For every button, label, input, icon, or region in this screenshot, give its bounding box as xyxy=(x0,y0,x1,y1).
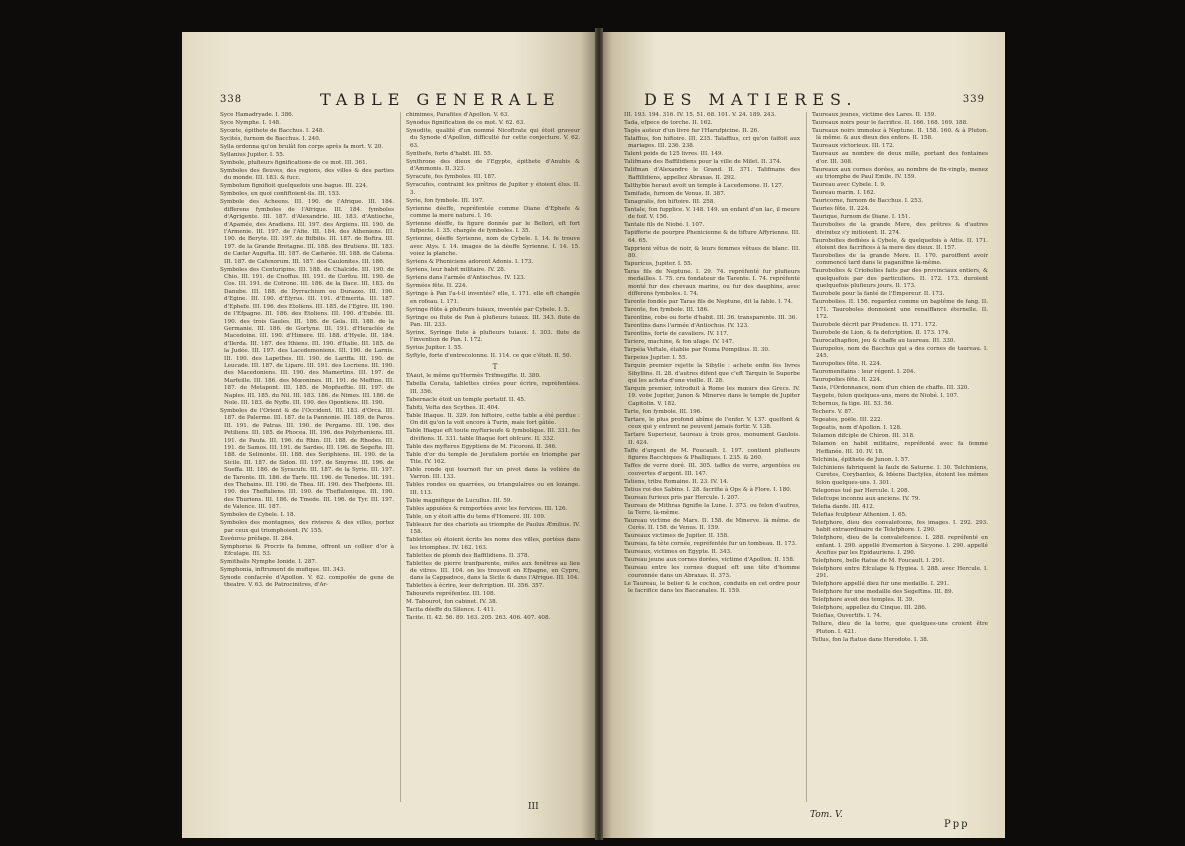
index-entry: Taureaux, victimes en Egypte. II. 343. xyxy=(624,549,732,556)
index-entry: Tarentins, forte de cavaliers. IV. 117. xyxy=(624,331,729,338)
index-entry: Telefias fculpteur Athenien. I. 65. xyxy=(812,511,907,518)
index-entry: chimimes, Parafites d'Apollon. V. 63. xyxy=(406,112,510,118)
index-entry: Tablettes de pierre tranfparente, mifes aux fenêtres au lieu de vitres. III. 104. on les trouvoit en Efpagne, en Cypre, dans la Cappadoce, dans la Sicile & dans l'Afrique. III. 104. xyxy=(406,560,580,582)
index-entry: Tarente fondée par Taras fils de Neptune, dit la fable. I. 74. xyxy=(624,299,793,306)
index-entry: M. Tabourot, fon cabinet. IV. 38. xyxy=(406,599,498,606)
index-entry: Syriens, leur habit militaire. IV. 28. xyxy=(406,267,506,274)
index-entry: Tegeatis, nom d'Apollon. I. 128. xyxy=(812,425,902,432)
index-entry: Tartare Superieur, taureau à trois gros, monument Gaulois. II. 424. xyxy=(624,432,800,446)
index-entry: Techers. V. 87. xyxy=(812,409,854,416)
index-entry: Tarpeius Jupiter. I. 55. xyxy=(624,355,688,362)
book-spread xyxy=(182,14,1020,840)
index-entry: Syrienne déeffe, repréfentée comme Diane d'Ephefe & comme la mere nature. I. 16. xyxy=(406,205,580,220)
index-entry: Taureaux noirs immolez à Neptune. II. 158. 160. & à Pluton. là même. & aux dieux des enfers. II. 158. xyxy=(812,128,988,142)
index-entry: Symboles de l'Orient & de l'Occident. III. 183. d'Orca. III. 187. de Palerme. III. 187. de la Pannonie. III. 189. de Paros. III. 191. de Patras. III. 190. de Pergame. III. 196. des Petiliens. III. 185. de Phocea. III. 196. des Polyrheniens. III. 191. de Paufa. III. 196. du Rhin. III. 188. de Rhodes. III. 191. de Samos. III. 191. de Sardes. III. 196. de Segefte. III. 188. de Selinonte. III. 188. des Seriphiens. III. 190. de la Sicile. III. 187. de Sidon. III. 197. de Smyrne. III. 196. de Sueffa. III. 186. de Syracufe. III. 187. de la Syrie. III. 197. de Tarente. III. 186. de Tarfe. III. 196. de Tenedos. III. 191. des Thebains. III. 190. de Thea. III. 190. des Thefpiens. III. 190. des Theffaliens. III. 190. de Theffalonique. III. 190. des Thuriens. III. 186. de Tmede. III. 196. de Tyr. III. 197. de Valence. III. 187. xyxy=(220,407,394,511)
index-entry: Symithalis Nymphe Ionide. I. 287. xyxy=(220,559,317,566)
index-entry: Symbolum fignifioit quelquefois une bague. III. 224. xyxy=(220,183,368,190)
index-entry: Taurobolies de la grande Mere. II. 170. paroiffent avoir commencé tard dans le paganifme là-même. xyxy=(812,253,988,267)
index-entry: Tables rondes ou quarrées, ou triangulaires ou en lozange. III. 113. xyxy=(406,482,580,496)
left-page-header xyxy=(220,90,587,109)
index-entry: Symboles de Cybele. I. 18. xyxy=(220,512,296,519)
index-entry: Taureaux noirs pour le facrifice. II. 166. 168. 169. 188. xyxy=(812,120,968,126)
column-rule xyxy=(806,112,807,802)
left-page xyxy=(182,32,597,838)
index-entry: Telchinia, épithete de Junon. I. 57. xyxy=(812,456,910,463)
index-entry: Symphonia, inftrument de mufique. III. 343. xyxy=(220,567,346,574)
index-entry: Taurocathapfion, jeu & chaffe au taureau. III. 330. xyxy=(812,338,956,345)
index-entry: Table Ifiaque eft toute myfterieufe & fymbolique. III. 331. fes divifions. II. 331. table Ifiaque fort obfcure. II. 332. xyxy=(406,428,580,442)
index-entry: Tatiens, tribu Romaine. II. 23. IV. 14. xyxy=(624,478,729,485)
index-entry: Syce Nymphe. I. 148. xyxy=(220,120,281,126)
index-entry: Tatius roi des Sabins. I. 28. facrifie à Ops & à Flore. I. 180. xyxy=(624,486,792,493)
index-entry: Tamifade, furnom de Venus. II. 387. xyxy=(624,190,726,197)
index-entry: Taurobole pour la fanté de l'Empereur. II. 173. xyxy=(812,291,945,298)
index-entry: Synthrone des dieux de l'Egypte, épithete d'Anubis & d'Ammonis. II. 323. xyxy=(406,158,580,173)
index-entry: Tarentins dans l'armée d'Antiochus. IV. 123. xyxy=(624,323,749,330)
volume-label: Tom. V. xyxy=(810,810,843,820)
index-entry: Taureau jeune aux cornes dorées, victime d'Apollon. II. 158. xyxy=(624,557,795,564)
index-entry: Taureaux victimes de Jupiter. II. 158. xyxy=(624,533,729,540)
book-gutter xyxy=(595,28,603,840)
index-entry: Taureau victime de Mars. II. 158. de Minerve. là même. de Cerès. II. 158. de Venus. II. 159. xyxy=(624,517,800,532)
index-entry: Syringe ou flute de Pan à plufieurs tuiaux. III. 343. flute de Pan. III. 233. xyxy=(406,314,580,329)
index-entry: Le Taureau, le belier & le cochon, conduits en cet ordre pour le facrifice dans les Baccanales. II. 159. xyxy=(624,580,800,595)
index-entry: Taurobole décrit par Prudence. II. 171. 172. xyxy=(812,322,938,329)
index-entry: Syllanius Jupiter. I. 55. xyxy=(220,152,285,158)
index-entry: Telefphore entre Efculape & Hygiea. I. 288. avec Hercule. I. 291. xyxy=(812,565,988,580)
index-entry: Taras fils de Neptune. I. 29. 74. repréfenté fur plufieurs medailles. I. 75. cru fondateur de Tarente. I. 74. repréfenté monté fur des chevaux marins, ou fur des dauphins, avec differens fymboles. I. 74. xyxy=(624,269,800,298)
signature-mark: Ppp xyxy=(944,819,970,830)
index-entry: Taurobolies dediées à Cybele, & quelquefois à Attis. II. 171. étoient des facrifices à la mere des dieux. II. 157. xyxy=(812,237,988,252)
index-entry: Sycités, furnom de Bacchus. I. 240. xyxy=(220,136,321,142)
index-entry: III. 193. 194. 316. IV. 15. 51. 68. 101. V. 24. 189. 243. xyxy=(624,112,776,118)
index-entry: Taurique, furnom de Diane. I. 151. xyxy=(812,214,911,221)
catchword: III xyxy=(528,802,539,812)
index-entry: Telefphore, dieu de la convalefcence. I. 288. repréfenté en enfant. I. 290. appellé Evemerion à Sicyone. I. 290. appellé Acefius par les Epidauriens. I. 290. xyxy=(812,535,988,556)
index-entry: Symboles des montagnes, des rivieres & des villes, portez par ceux qui triomphoient. IV. 155. xyxy=(220,520,394,534)
index-entry: Telchiniens fabriquent la faulx de Saturne. I. 30. Telchiniens, Curetes, Corybantes, & Idéens Dactyles, étoient les mêmes felon quelques-uns. I. 301. xyxy=(812,464,988,486)
index-entry: Telamon difciple de Chiron. III. 318. xyxy=(812,433,915,440)
index-entry: Telefias, Ouvertifs. I. 74. xyxy=(812,613,882,620)
index-entry: Table ronde qui tournoit fur un pivot dans la volière de Varron. III. 133. xyxy=(406,466,580,481)
index-entry: Tantale, fon fupplice. V. 148. 149. un enfant d'un lac, il meure de foif. V. 156. xyxy=(624,206,800,221)
index-entry: Telefphore, appellez du Cinque. III. 286. xyxy=(812,605,927,612)
index-entry: Taureau avec Cybele. I. 9. xyxy=(812,182,886,189)
index-entry: Taxis, l'Ordonnance, nom d'un chien de chaffe. III. 320. xyxy=(812,385,970,392)
index-entry: Table, on y étoit affis du tems d'Homere. III. 109. xyxy=(406,513,546,520)
index-column-right-1 xyxy=(624,112,800,802)
index-entry: Tauropolos, nom de Bacchus qui a des cornes de taureau. I. 245. xyxy=(812,346,988,360)
index-entry: Taureau de Mithras fignifie la Lune. I. 373. ou felon d'autres, la Terre, là-même. xyxy=(624,502,800,516)
index-entry: Syce Hamadryade. I. 386. xyxy=(220,112,294,118)
index-entry: Talifmans des Baffilidiens pour la ville de Milet. II. 374. xyxy=(624,159,782,166)
index-entry: Tarquin premier rejette la Sibylle : achete enfin fes livres Sibyllins. II. 28. d'autres difent que c'eft Tarquin le Superbe qui les acheta d'une vieille. II. 28. xyxy=(624,363,800,385)
index-entry: Syrienne déeffe, fa figure donnée par le Bellori, eft fort fufpecte. I. 35. chargée de fymboles. I. 35. xyxy=(406,221,580,235)
right-page-header xyxy=(620,90,985,109)
index-entry: Tabella Cerata, tablettes cirées pour écrire, repréfentées. III. 356. xyxy=(406,381,580,395)
index-entry: Tablettes de plomb des Baffilidiens. II. 378. xyxy=(406,552,530,559)
index-entry: Table des myfteres Egyptiens de M. Ficoroni. II. 346. xyxy=(406,443,557,450)
index-entry: Symbole des Acheens. III. 190. de l'Afrique. III. 184. differens fymboles de l'Afrique. III. 184. fymboles d'Agrigente. III. 187. d'Alexandrie. III. 183. d'Antioche, d'Apamée, des Aradiens. III. 197. des Argiens. III. 190. de l'Armenie. III. 197. de l'Afie. III. 184. des Atheniens. III. 190. de Beryte. III. 197. de Bifbilis. III. 187. de Boftra. III. 197. de la Grande Bretagne. III. 188. des Brutiens. III. 183. de Cæfar Augufta. III. 187. de Cæfarée. III. 188. de Catena. III. 187. de Cafenorum. III. 187. des Caulonites. III. 186. xyxy=(220,199,394,265)
index-entry: Taureau marin. I. 162. xyxy=(812,190,876,197)
index-entry: Sycœte, épithete de Bacchus. I. 248. xyxy=(220,128,325,134)
index-column-left-2 xyxy=(406,112,580,802)
index-entry: Taureau entre les cornes duquel eft une tête d'homme couronnée dans un Abraxas. II. 373. xyxy=(624,565,800,579)
index-entry: Telefphore, belle ftatue de M. Foucault. I. 291. xyxy=(812,557,945,564)
index-entry: Tellure, dieu de la terre, que quelques-uns croient être Pluton. I. 421. xyxy=(812,621,988,635)
index-entry: Tantale fils de Niobé. I. 107. xyxy=(624,222,705,229)
index-entry: Tabiti, Vefta des Scythes. II. 404. xyxy=(406,404,500,411)
index-entry: Taurobole de Lion, & fa defcription. II. 173. 174. xyxy=(812,330,951,337)
index-entry: Tagès auteur d'un livre fur l'Harufpicine. II. 26. xyxy=(624,128,759,134)
column-rule xyxy=(400,112,401,802)
index-entry: Tapuricus, Jupiter. I. 55. xyxy=(624,261,693,268)
index-entry: Taureaux au nombre de deux mille, portant des fontaines d'or. III. 308. xyxy=(812,151,988,165)
index-entry: Telefphore avoit des temples. II. 39. xyxy=(812,597,915,604)
index-entry: Tariere, machine, & fon ufage. IV. 147. xyxy=(624,339,734,346)
index-entry: Table magnifique de Lucullus. III. 59. xyxy=(406,497,513,504)
index-entry: Tapifferie de pourpre Phenicienne & de tifture Affyrienne. III. 64. 65. xyxy=(624,230,800,244)
index-entry: Tarpéia Veftale, établie par Numa Pompilius. II. 30. xyxy=(624,347,770,354)
index-entry: Taureau, fa tête cornée, repréfentée fur un tombeau. II. 173. xyxy=(624,541,797,548)
running-head: DES MATIERES. xyxy=(644,90,858,109)
index-entry: Syracufes, contraint les prêtres de Jupiter y étoient élus. II. 3. xyxy=(406,182,580,196)
index-entry: Tauries fête. II. 224. xyxy=(812,206,870,213)
index-entry: Taurobolies & Criobolies faits par des provinciaux entiers, & quelquefois par des particuliers. II. 172. 173. duroient quelquefois plufieurs jours. II. 173. xyxy=(812,268,988,290)
index-entry: Table d'or du temple de Jerufalem portée en triomphe par Tite. IV. 162. xyxy=(406,451,580,465)
index-entry: Symboles des fleuves, des regions, des villes & des parties du monde. III. 183. & fucc. xyxy=(220,168,394,182)
index-entry: Tapprieni vêtus de noir, & leurs femmes vêtues de blanc. III. 80. xyxy=(624,245,800,260)
index-entry: Taffes de verre doré. III. 305. taffes de verre, argentées ou couvertes d'argent. III. 147. xyxy=(624,463,800,477)
index-entry: Tablettes à écrire, leur defcription. III. 356. 357. xyxy=(406,583,545,590)
index-entry: Syracufe, fes fymboles. III. 187. xyxy=(406,174,497,181)
index-entry: Syriens dans l'armée d'Antiochus. IV. 123. xyxy=(406,275,526,282)
index-entry: Syringe à Pan l'a-t-il inventée? elle, I. 171. elle eft changée en rofeau. I. 171. xyxy=(406,291,580,305)
index-entry: Taffe d'argent de M. Foucault. I. 197. contient plufieurs figures Bacchiques & Phalliques. I. 235. & 260. xyxy=(624,447,800,462)
index-entry: Tellus, fon la ftatue dans Herodote. I. 38. xyxy=(812,636,929,643)
index-entry: Symboles des Centuripins. III. 188. de Chalcide. III. 190. de Chio. III. 191. de Cnoffus. III. 191. de Corfou. III. 190. de Cos. III. 191. de Cotrone. III. 186. de la Dace. III. 183. du Danube. III. 188. de Dyrrachium ou Durazzo. III. 190. d'Egine. III. 190. d'Elyrus. III. 191. d'Emerita. III. 187. d'Ephefe. III. 196. des Etoliens. III. 185. de l'Egire. III. 190. de l'Efpagne. III. 186. des Etoliens. III. 190. d'Eubée. III. 190. des trois Gaules. III. 186. de Gela. III. 188. de la Germanie. III. 186. de Gortyne. III. 191. d'Heraclée de Macedoine. III. 190. d'Himere. III. 188. d'Hyele. III. 184. d'Ilerda. III. 187. des Ithiens. III. 190. d'Italie. III. 185. de la Judée. III. 197. des Lacedemoniens. III. 190. de Larnis. III. 190. des Lapethes. III. 190. de Lariffa. III. 190. de Leucade. III. 187. de Lipare. III. 191. des Locriens. III. 190. des Macedoniens. III. 190. des Mamertins. III. 197. de Marfeille. III. 186. des Mœonines. III. 191. de Meffine. III. 187. de Metapont. III. 185. de Mopfueftie. III. 197. de Naples. III. 185. du Nil. III. 183. 186. de Nimes. III. 186. de Nole. III. 183. de Nyffe. III. 190. des Opontiens. III. 190. xyxy=(220,266,394,406)
index-entry: Taureaux aux cornes dorées, au nombre de fix-vingts, menez au triomphe de Paul Emile. IV. 159. xyxy=(812,166,988,181)
index-entry: Tables appuiées & remportées avec les fervices. III. 126. xyxy=(406,505,568,512)
index-entry: Tabourets repréfentez. III. 108. xyxy=(406,591,496,598)
index-entry: Telefphore fur une medaille des Segeftins. III. 89. xyxy=(812,589,954,596)
right-page xyxy=(600,32,1005,838)
index-entry: Tauropolies fête. II. 224. xyxy=(812,361,882,368)
index-entry: Tabernacle étoit un temple portatif. II. 45. xyxy=(406,396,526,403)
index-entry: Taurobolies. II. 156. regardez comme un baptême de fang. II. 171. Tauroboles donnoient une renaiffance éternelle. II. 172. xyxy=(812,299,988,321)
index-entry: Taygete, felon quelques-uns, mere de Niobé. I. 107. xyxy=(812,393,959,400)
index-entry: Telefcope inconnu aux anciens. IV. 79. xyxy=(812,495,921,502)
index-entry: Taureaux victorieux. III. 172. xyxy=(812,143,895,150)
index-entry: Syriens & Pheniciens adorent Adonis. I. 173. xyxy=(406,259,534,266)
index-entry: Tacita déeffe du Silence. I. 411. xyxy=(406,607,496,614)
index-entry: Telefphore, dieu des convalefcens, fes images. I. 292. 293. habit extraordinaire de Telefphore. I. 290. xyxy=(812,519,988,534)
index-entry: Tarentine, robe ou forte d'habit. III. 36. transparente. III. 36. xyxy=(624,315,798,322)
index-entry: Tablettes où étoient écrits les noms des villes, portées dans les triomphes. IV. 162. 163. xyxy=(406,537,580,551)
running-head: TABLE GENERALE xyxy=(320,90,561,109)
index-entry: Taureau furieux pris par Hercule. I. 207. xyxy=(624,494,740,501)
index-entry: TAaut, le même qu'Hermès Trifmegifte. II. 380. xyxy=(406,373,541,380)
index-entry: Syftyle, forte d'entrecolonne. II. 114. ce que c'étoit. II. 50. xyxy=(406,353,572,360)
index-entry: Syrinx, Syringe flute à plufieurs tuiaux. I. 303. flute de l'invention de Pan. I. 172. xyxy=(406,330,580,344)
index-entry: Synthefe, forte d'habit. III. 55. xyxy=(406,150,493,157)
section-letter: T xyxy=(492,362,498,371)
index-entry: Συνάπτω préfage. II. 264. xyxy=(220,535,294,542)
index-entry: Tchernus, fa tige. III. 53. 56. xyxy=(812,401,894,408)
index-entry: Syringe flûte à plufieurs tuiaux, inventée par Cybele. I. 5. xyxy=(406,306,570,313)
index-entry: Sylla ordonna qu'on brulât fon corps après fa mort. V. 20. xyxy=(220,144,384,150)
index-entry: Talaffius, fon hiftoire. III. 235. Talaffius, cri qu'on faifoit aux mariages. III. 236. 238. xyxy=(624,136,800,150)
index-entry: Tanagralis, fon hiftoire. III. 258. xyxy=(624,198,716,205)
index-entry: Tarte, fon fymbole. III. 196. xyxy=(624,408,703,415)
page-number: 338 xyxy=(220,94,243,105)
index-column-left-1 xyxy=(220,112,394,802)
index-entry: Syrie, fon fymbole. III. 197. xyxy=(406,197,484,204)
index-entry: Talthybie heraut avoit un temple à Lacedemone. II. 127. xyxy=(624,182,784,189)
index-entry: Talent poids de 125 livres. III. 149. xyxy=(624,151,724,158)
index-entry: Tacite. II. 42. 56. 89. 163. 205. 263. 406. 407. 408. xyxy=(406,615,551,622)
index-entry: Synodite, qualité d'un nommé Nicoftrate qui étoit graveur du Synode d'Apollon, difficulté fur cette conjecture. V. 62. 63. xyxy=(406,128,580,149)
index-entry: Tada, efpece de torche. II. 162. xyxy=(624,120,713,126)
index-column-right-2 xyxy=(812,112,988,802)
page-number: 339 xyxy=(962,94,985,105)
index-entry: Tarquin premier, introduit à Rome les mœurs des Grecs. IV. 19. voüe Jupiter, Junon & Minerve dans le temple de Jupiter Capitolin. V. 182. xyxy=(624,386,800,407)
index-entry: Tableaux fur des chariots au triomphe de Paulus Æmilius. IV. 158. xyxy=(406,521,580,536)
index-entry: Telamon en habit militaire, repréfenté avec fa femme Heffanée. III. 10. IV. 18. xyxy=(812,441,988,455)
index-entry: Symbole, plufieurs fignifications de ce mot. III. 361. xyxy=(220,160,368,166)
index-entry: Tartare, le plus profond abîme de l'enfer. V. 137. quelfont & ceux qui y entrent ne peuvent jamais fortir. V. 138. xyxy=(624,416,800,431)
index-entry: Syrmées fête. II. 224. xyxy=(406,283,468,290)
index-entry: Synodus fignification de ce mot. V. 62. 63. xyxy=(406,120,526,126)
index-entry: Synode confacrée d'Apollon. V. 62. compofée de gens de theatre. V. 63. de Patrocinitres, d'Ar- xyxy=(220,575,394,589)
index-entry: Telefphore appellé dieu fur une medaille. I. 291. xyxy=(812,581,950,588)
index-entry: Syrius Jupiter. I. 55. xyxy=(406,345,463,352)
index-entry: Tauropolies fête. II. 224. xyxy=(812,377,882,384)
index-entry: Telefia danfe. III. 412. xyxy=(812,503,875,510)
index-entry: Table Ifiaque. II. 329. fon hiftoire, cette table a été perdue : On dit qu'on la voit encore à Turin, mais fort gâtée. xyxy=(406,412,580,427)
index-entry: Talifman d'Alexandre le Grand. II. 371. Talifmans des Baffilidiens, appellez Abraxas. II. 292. xyxy=(624,167,800,181)
index-entry: Tarente, fon fymbole. III. 186. xyxy=(624,307,709,314)
index-entry: Tegeates, poële. III. 222. xyxy=(812,417,883,424)
index-entry: Taureaux jeunes, victime des Lares. II. 159. xyxy=(812,112,937,118)
index-entry: Symboles, en quoi confiftoient-ils. III. 153. xyxy=(220,191,341,198)
index-entry: Symphorus & Procris fa femme, offrent un collier d'or à Efculape. III. 53. xyxy=(220,543,394,558)
index-entry: Tauromenitains : leur régent. I. 204. xyxy=(812,369,916,376)
index-entry: Taurobolies de la grande Mere, des prêtres & d'autres divinitez s'y initioient. II. 274. xyxy=(812,222,988,236)
index-entry: Tauricorne, furnom de Bacchus. I. 253. xyxy=(812,198,923,205)
index-entry: Telegonus tué par Hercule. I. 208. xyxy=(812,487,910,494)
index-entry: Syrienne, déeffe Syrienne, nom de Cybele. I. 14. fe trouve avec Atys. I. 14. images de la déeffe Syrienne. I. 14. 15. voiez la planche. xyxy=(406,236,580,258)
